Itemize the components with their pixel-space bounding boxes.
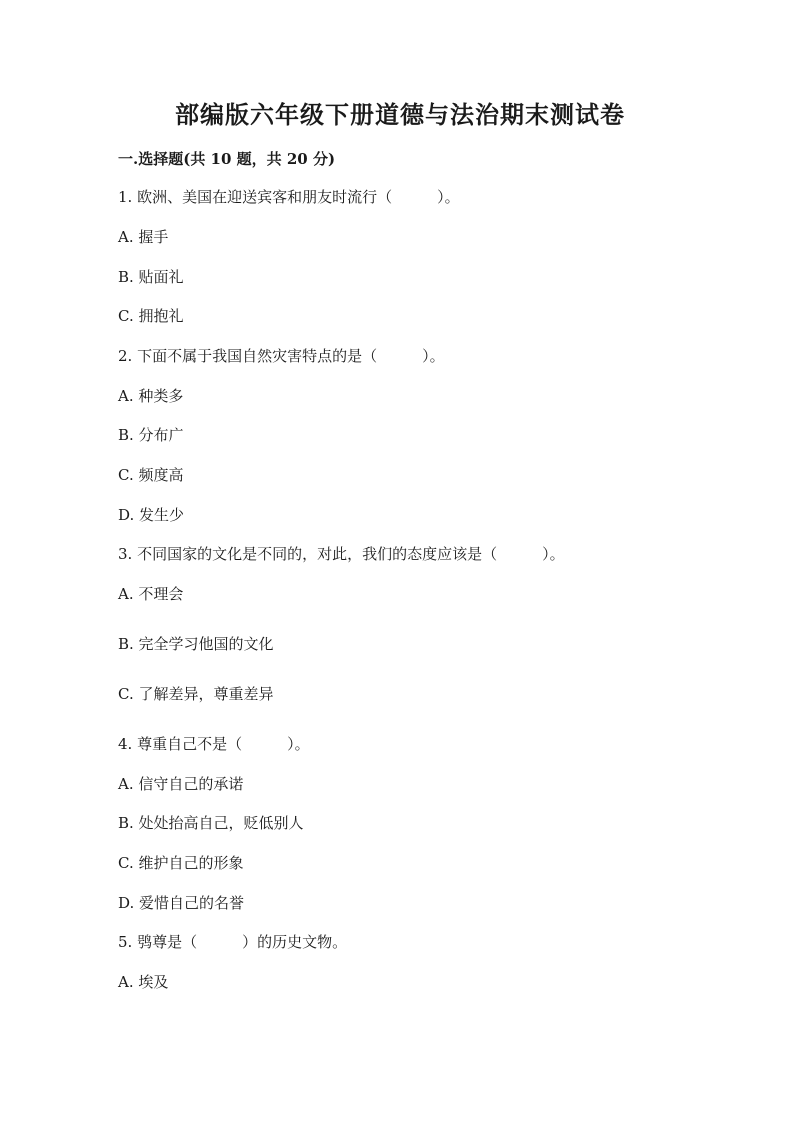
question-1-stem: 1. 欧洲、美国在迎送宾客和朋友时流行（ ）。 [118, 188, 460, 206]
question-3-option-a: A. 不理会 [118, 585, 184, 603]
question-5-stem: 5. 鸮尊是（ ）的历史文物。 [118, 933, 348, 951]
section-heading: 一.选择题(共 10 题，共 20 分) [118, 150, 336, 168]
question-2-option-a: A. 种类多 [118, 387, 184, 405]
question-3-option-c: C. 了解差异，尊重差异 [118, 685, 274, 703]
question-4-option-d: D. 爱惜自己的名誉 [118, 894, 245, 912]
question-4-option-a: A. 信守自己的承诺 [118, 775, 244, 793]
question-4-option-b: B. 处处抬高自己，贬低别人 [118, 814, 304, 832]
question-1-option-c: C. 拥抱礼 [118, 307, 184, 325]
question-1-option-a: A. 握手 [118, 228, 169, 246]
question-2-option-c: C. 频度高 [118, 466, 184, 484]
question-5-option-a: A. 埃及 [118, 973, 169, 991]
page-title: 部编版六年级下册道德与法治期末测试卷 [175, 100, 625, 129]
question-4-stem: 4. 尊重自己不是（ ）。 [118, 735, 310, 753]
question-4-option-c: C. 维护自己的形象 [118, 854, 244, 872]
question-1-option-b: B. 贴面礼 [118, 268, 184, 286]
question-3-option-b: B. 完全学习他国的文化 [118, 635, 274, 653]
question-2-option-b: B. 分布广 [118, 426, 184, 444]
question-2-stem: 2. 下面不属于我国自然灾害特点的是（ ）。 [118, 347, 445, 365]
question-3-stem: 3. 不同国家的文化是不同的，对此，我们的态度应该是（ ）。 [118, 545, 565, 563]
question-2-option-d: D. 发生少 [118, 506, 185, 524]
